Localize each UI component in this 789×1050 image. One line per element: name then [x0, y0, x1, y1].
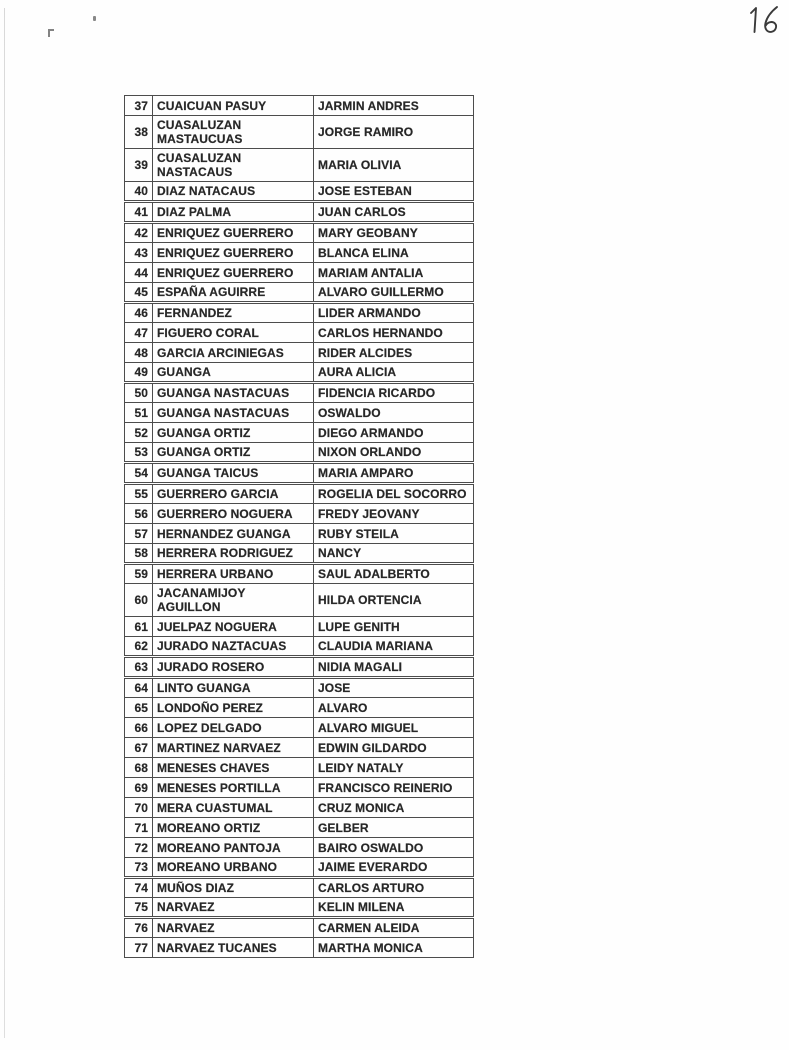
row-number-cell: 75 — [125, 898, 153, 918]
firstname-cell: BLANCA ELINA — [314, 243, 474, 263]
table-row — [125, 584, 474, 617]
row-number-cell: 58 — [125, 544, 153, 564]
surname-cell: JACANAMIJOY AGUILLON — [153, 584, 314, 617]
surname-cell: GUANGA — [153, 363, 314, 383]
firstname-cell: BAIRO OSWALDO — [314, 838, 474, 858]
row-number-cell: 50 — [125, 383, 153, 403]
firstname-cell: JAIME EVERARDO — [314, 858, 474, 878]
row-number-cell: 73 — [125, 858, 153, 878]
firstname-cell: CARLOS ARTURO — [314, 878, 474, 898]
table-row — [125, 504, 474, 524]
table-row — [125, 243, 474, 263]
row-number-cell: 52 — [125, 423, 153, 443]
table-row — [125, 343, 474, 363]
surname-cell: CUASALUZAN MASTAUCUAS — [153, 116, 314, 149]
table-row — [125, 524, 474, 544]
firstname-cell: LIDER ARMANDO — [314, 303, 474, 323]
table-row — [125, 798, 474, 818]
row-number-cell: 54 — [125, 463, 153, 484]
table-row — [125, 403, 474, 423]
table-row — [125, 657, 474, 678]
surname-cell: GUERRERO NOGUERA — [153, 504, 314, 524]
row-number-cell: 59 — [125, 564, 153, 584]
row-number-cell: 77 — [125, 938, 153, 958]
surname-cell: MERA CUASTUMAL — [153, 798, 314, 818]
table-row — [125, 778, 474, 798]
table-row — [125, 637, 474, 657]
surname-cell: NARVAEZ — [153, 918, 314, 938]
surname-cell: MUÑOS DIAZ — [153, 878, 314, 898]
surname-cell: JUELPAZ NOGUERA — [153, 617, 314, 637]
firstname-cell: CLAUDIA MARIANA — [314, 637, 474, 657]
surname-cell: ENRIQUEZ GUERRERO — [153, 243, 314, 263]
surname-cell: HERNANDEZ GUANGA — [153, 524, 314, 544]
surname-cell: LINTO GUANGA — [153, 678, 314, 698]
firstname-cell: MARTHA MONICA — [314, 938, 474, 958]
table-row — [125, 698, 474, 718]
surname-cell: GUANGA ORTIZ — [153, 423, 314, 443]
surname-cell: LONDOÑO PEREZ — [153, 698, 314, 718]
table-row — [125, 303, 474, 323]
firstname-cell: MARIAM ANTALIA — [314, 263, 474, 283]
firstname-cell: HILDA ORTENCIA — [314, 584, 474, 617]
firstname-cell: MARY GEOBANY — [314, 223, 474, 243]
row-number-cell: 46 — [125, 303, 153, 323]
row-number-cell: 65 — [125, 698, 153, 718]
row-number-cell: 47 — [125, 323, 153, 343]
table-row — [125, 564, 474, 584]
firstname-cell: MARIA OLIVIA — [314, 149, 474, 182]
table-row — [125, 484, 474, 504]
table-row — [125, 283, 474, 303]
ink-speck — [93, 16, 96, 21]
surname-cell: MENESES PORTILLA — [153, 778, 314, 798]
firstname-cell: LUPE GENITH — [314, 617, 474, 637]
row-number-cell: 70 — [125, 798, 153, 818]
row-number-cell: 49 — [125, 363, 153, 383]
surname-cell: HERRERA URBANO — [153, 564, 314, 584]
row-number-cell: 57 — [125, 524, 153, 544]
table-row — [125, 938, 474, 958]
surname-cell: NARVAEZ — [153, 898, 314, 918]
row-number-cell: 62 — [125, 637, 153, 657]
row-number-cell: 37 — [125, 96, 153, 116]
scan-edge-line — [4, 8, 5, 1038]
table-row — [125, 898, 474, 918]
firstname-cell: OSWALDO — [314, 403, 474, 423]
surname-cell: MOREANO ORTIZ — [153, 818, 314, 838]
table-row — [125, 423, 474, 443]
firstname-cell: CARMEN ALEIDA — [314, 918, 474, 938]
table-row — [125, 202, 474, 223]
row-number-cell: 48 — [125, 343, 153, 363]
surname-cell: LOPEZ DELGADO — [153, 718, 314, 738]
table-row — [125, 116, 474, 149]
table-row — [125, 838, 474, 858]
firstname-cell: JOSE — [314, 678, 474, 698]
handwritten-number-hotspot — [744, 4, 786, 44]
table-row — [125, 463, 474, 484]
table-row — [125, 878, 474, 898]
row-number-cell: 45 — [125, 283, 153, 303]
surname-cell: MOREANO PANTOJA — [153, 838, 314, 858]
row-number-cell: 41 — [125, 202, 153, 223]
row-number-cell: 42 — [125, 223, 153, 243]
surname-cell: CUAICUAN PASUY — [153, 96, 314, 116]
row-number-cell: 55 — [125, 484, 153, 504]
ink-speck — [48, 29, 54, 37]
row-number-cell: 74 — [125, 878, 153, 898]
surname-cell: HERRERA RODRIGUEZ — [153, 544, 314, 564]
firstname-cell: CRUZ MONICA — [314, 798, 474, 818]
surname-cell: GUERRERO GARCIA — [153, 484, 314, 504]
surname-cell: DIAZ NATACAUS — [153, 182, 314, 202]
firstname-cell: AURA ALICIA — [314, 363, 474, 383]
surname-cell: MARTINEZ NARVAEZ — [153, 738, 314, 758]
firstname-cell: SAUL ADALBERTO — [314, 564, 474, 584]
firstname-cell: ALVARO MIGUEL — [314, 718, 474, 738]
table-row — [125, 323, 474, 343]
table-row — [125, 818, 474, 838]
table-row — [125, 738, 474, 758]
row-number-cell: 72 — [125, 838, 153, 858]
firstname-cell: RIDER ALCIDES — [314, 343, 474, 363]
row-number-cell: 56 — [125, 504, 153, 524]
row-number-cell: 40 — [125, 182, 153, 202]
firstname-cell: FREDY JEOVANY — [314, 504, 474, 524]
table-row — [125, 383, 474, 403]
table-row — [125, 858, 474, 878]
table-row — [125, 918, 474, 938]
table-row — [125, 617, 474, 637]
row-number-cell: 53 — [125, 443, 153, 463]
firstname-cell: LEIDY NATALY — [314, 758, 474, 778]
surname-cell: NARVAEZ TUCANES — [153, 938, 314, 958]
firstname-cell: DIEGO ARMANDO — [314, 423, 474, 443]
row-number-cell: 68 — [125, 758, 153, 778]
firstname-cell: ROGELIA DEL SOCORRO — [314, 484, 474, 504]
table-row — [125, 678, 474, 698]
surname-cell: ENRIQUEZ GUERRERO — [153, 223, 314, 243]
surname-cell: DIAZ PALMA — [153, 202, 314, 223]
row-number-cell: 39 — [125, 149, 153, 182]
row-number-cell: 69 — [125, 778, 153, 798]
table-row — [125, 443, 474, 463]
table-row — [125, 544, 474, 564]
row-number-cell: 38 — [125, 116, 153, 149]
surname-cell: GUANGA ORTIZ — [153, 443, 314, 463]
row-number-cell: 71 — [125, 818, 153, 838]
firstname-cell: EDWIN GILDARDO — [314, 738, 474, 758]
surname-cell: GARCIA ARCINIEGAS — [153, 343, 314, 363]
surname-cell: FERNANDEZ — [153, 303, 314, 323]
surname-cell: GUANGA NASTACUAS — [153, 383, 314, 403]
surname-cell: ENRIQUEZ GUERRERO — [153, 263, 314, 283]
firstname-cell: FRANCISCO REINERIO — [314, 778, 474, 798]
firstname-cell: NIDIA MAGALI — [314, 657, 474, 678]
table-row — [125, 363, 474, 383]
firstname-cell: NANCY — [314, 544, 474, 564]
firstname-cell: CARLOS HERNANDO — [314, 323, 474, 343]
surname-cell: MOREANO URBANO — [153, 858, 314, 878]
surname-cell: GUANGA NASTACUAS — [153, 403, 314, 423]
row-number-cell: 43 — [125, 243, 153, 263]
name-roster-table — [124, 95, 474, 958]
firstname-cell: KELIN MILENA — [314, 898, 474, 918]
table-row — [125, 182, 474, 202]
row-number-cell: 64 — [125, 678, 153, 698]
table-row — [125, 263, 474, 283]
surname-cell: CUASALUZAN NASTACAUS — [153, 149, 314, 182]
firstname-cell: RUBY STEILA — [314, 524, 474, 544]
row-number-cell: 60 — [125, 584, 153, 617]
firstname-cell: NIXON ORLANDO — [314, 443, 474, 463]
surname-cell: GUANGA TAICUS — [153, 463, 314, 484]
row-number-cell: 51 — [125, 403, 153, 423]
firstname-cell: FIDENCIA RICARDO — [314, 383, 474, 403]
table-row — [125, 223, 474, 243]
firstname-cell: JORGE RAMIRO — [314, 116, 474, 149]
firstname-cell: JUAN CARLOS — [314, 202, 474, 223]
row-number-cell: 61 — [125, 617, 153, 637]
row-number-cell: 67 — [125, 738, 153, 758]
row-number-cell: 44 — [125, 263, 153, 283]
surname-cell: JURADO ROSERO — [153, 657, 314, 678]
table-row — [125, 758, 474, 778]
firstname-cell: ALVARO — [314, 698, 474, 718]
row-number-cell: 66 — [125, 718, 153, 738]
firstname-cell: GELBER — [314, 818, 474, 838]
table-row — [125, 718, 474, 738]
surname-cell: FIGUERO CORAL — [153, 323, 314, 343]
firstname-cell: JOSE ESTEBAN — [314, 182, 474, 202]
table-row — [125, 149, 474, 182]
surname-cell: JURADO NAZTACUAS — [153, 637, 314, 657]
row-number-cell: 63 — [125, 657, 153, 678]
surname-cell: MENESES CHAVES — [153, 758, 314, 778]
row-number-cell: 76 — [125, 918, 153, 938]
firstname-cell: MARIA AMPARO — [314, 463, 474, 484]
table-row — [125, 96, 474, 116]
surname-cell: ESPAÑA AGUIRRE — [153, 283, 314, 303]
firstname-cell: JARMIN ANDRES — [314, 96, 474, 116]
firstname-cell: ALVARO GUILLERMO — [314, 283, 474, 303]
